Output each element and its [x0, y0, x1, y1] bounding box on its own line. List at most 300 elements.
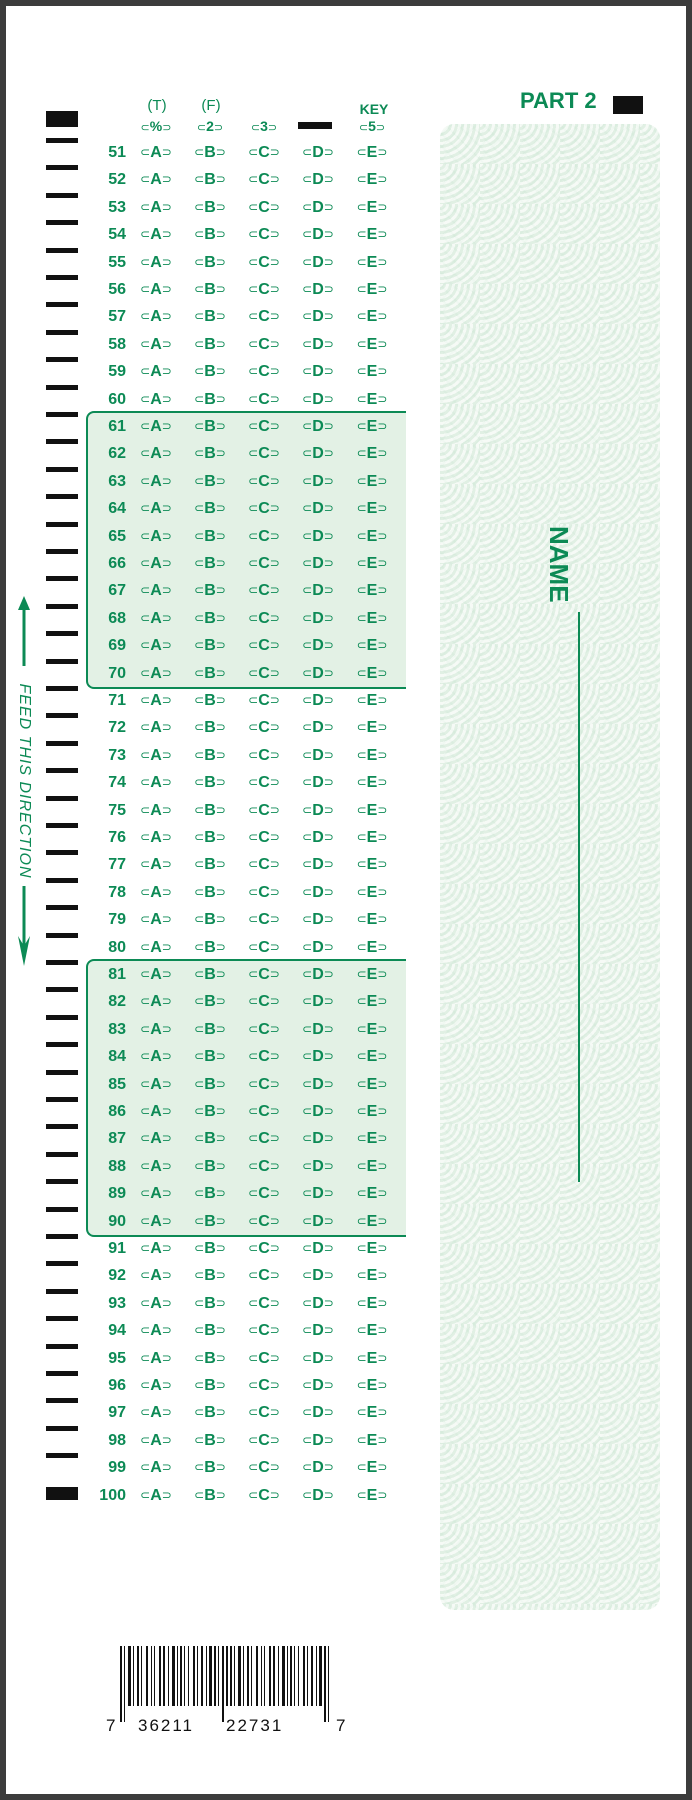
header-bubble-3[interactable]: ⊂3⊃ [250, 118, 278, 134]
answer-bubble-e[interactable]: ⊂E⊃ [356, 1020, 388, 1038]
answer-bubble-d[interactable]: ⊂D⊃ [302, 719, 334, 737]
bubble-letter: D [312, 829, 324, 846]
answer-bubble-e[interactable]: ⊂E⊃ [356, 500, 388, 518]
answer-bubble-a[interactable]: ⊂A⊃ [140, 1459, 172, 1477]
answer-bubble-c[interactable]: ⊂C⊃ [248, 911, 280, 929]
answer-bubble-b[interactable]: ⊂B⊃ [194, 1075, 226, 1093]
bubble-letter: E [366, 1240, 378, 1257]
answer-bubble-b[interactable]: ⊂B⊃ [194, 1267, 226, 1285]
answer-bubble-c[interactable]: ⊂C⊃ [248, 1267, 280, 1285]
answer-bubble-e[interactable]: ⊂E⊃ [356, 938, 388, 956]
answer-bubble-d[interactable]: ⊂D⊃ [302, 390, 334, 408]
answer-bubble-c[interactable]: ⊂C⊃ [248, 856, 280, 874]
answer-bubble-e[interactable]: ⊂E⊃ [356, 664, 388, 682]
bubble-letter: E [366, 883, 378, 901]
answer-bubble-c[interactable]: ⊂C⊃ [248, 1294, 280, 1312]
bubble-letter: E [366, 1404, 378, 1422]
answer-bubble-d[interactable]: ⊂D⊃ [302, 1103, 334, 1120]
answer-bubble-c[interactable]: ⊂C⊃ [248, 664, 280, 682]
answer-bubble-a[interactable]: ⊂A⊃ [140, 527, 172, 545]
answer-row [6, 988, 406, 1015]
answer-bubble-b[interactable]: ⊂B⊃ [194, 746, 226, 764]
answer-bubble-c[interactable]: ⊂C⊃ [248, 966, 280, 983]
answer-bubble-b[interactable]: ⊂B⊃ [194, 253, 226, 271]
answer-bubble-a[interactable]: ⊂A⊃ [140, 390, 172, 408]
answer-bubble-d[interactable]: ⊂D⊃ [302, 1048, 334, 1066]
answer-bubble-c[interactable]: ⊂C⊃ [248, 1322, 280, 1340]
answer-bubble-b[interactable]: ⊂B⊃ [194, 719, 226, 737]
answer-bubble-a[interactable]: ⊂A⊃ [140, 555, 172, 572]
bubble-letter: E [366, 1377, 378, 1394]
bubble-letter: E [366, 281, 378, 298]
bubble-letter: E [366, 1130, 378, 1148]
answer-bubble-c[interactable]: ⊂C⊃ [248, 1130, 280, 1148]
answer-bubble-d[interactable]: ⊂D⊃ [302, 774, 334, 792]
answer-bubble-c[interactable]: ⊂C⊃ [248, 335, 280, 353]
answer-bubble-e[interactable]: ⊂E⊃ [356, 1377, 388, 1394]
answer-bubble-a[interactable]: ⊂A⊃ [140, 363, 172, 381]
answer-bubble-c[interactable]: ⊂C⊃ [248, 144, 280, 161]
answer-bubble-c[interactable]: ⊂C⊃ [248, 801, 280, 819]
answer-bubble-c[interactable]: ⊂C⊃ [248, 609, 280, 627]
answer-bubble-a[interactable]: ⊂A⊃ [140, 719, 172, 737]
answer-bubble-a[interactable]: ⊂A⊃ [140, 938, 172, 956]
answer-bubble-e[interactable]: ⊂E⊃ [356, 883, 388, 901]
answer-bubble-d[interactable]: ⊂D⊃ [302, 1212, 334, 1230]
answer-sheet [6, 6, 686, 1794]
answer-bubble-e[interactable]: ⊂E⊃ [356, 1130, 388, 1148]
answer-bubble-d[interactable]: ⊂D⊃ [302, 1185, 334, 1203]
bubble-letter: B [204, 664, 216, 682]
answer-bubble-c[interactable]: ⊂C⊃ [248, 1075, 280, 1093]
bubble-letter: C [258, 1130, 270, 1148]
answer-bubble-b[interactable]: ⊂B⊃ [194, 1103, 226, 1120]
header-bubble-text: % [149, 118, 163, 134]
answer-bubble-b[interactable]: ⊂B⊃ [194, 144, 226, 161]
answer-bubble-a[interactable]: ⊂A⊃ [140, 1322, 172, 1340]
answer-bubble-c[interactable]: ⊂C⊃ [248, 1459, 280, 1477]
answer-bubble-a[interactable]: ⊂A⊃ [140, 856, 172, 874]
answer-bubble-a[interactable]: ⊂A⊃ [140, 1240, 172, 1257]
answer-bubble-b[interactable]: ⊂B⊃ [194, 1130, 226, 1148]
answer-bubble-c[interactable]: ⊂C⊃ [248, 472, 280, 490]
bubble-letter: B [204, 1322, 216, 1340]
bubble-letter: A [150, 1377, 162, 1394]
answer-bubble-c[interactable]: ⊂C⊃ [248, 226, 280, 244]
answer-bubble-e[interactable]: ⊂E⊃ [356, 1048, 388, 1066]
answer-bubble-c[interactable]: ⊂C⊃ [248, 1431, 280, 1449]
answer-bubble-a[interactable]: ⊂A⊃ [140, 1294, 172, 1312]
answer-bubble-d[interactable]: ⊂D⊃ [302, 1486, 334, 1504]
answer-bubble-a[interactable]: ⊂A⊃ [140, 883, 172, 901]
question-number: 64 [108, 500, 126, 518]
answer-bubble-c[interactable]: ⊂C⊃ [248, 1020, 280, 1038]
answer-bubble-c[interactable]: ⊂C⊃ [248, 1185, 280, 1203]
answer-bubble-e[interactable]: ⊂E⊃ [356, 1157, 388, 1175]
bubble-letter: B [204, 911, 216, 929]
answer-bubble-d[interactable]: ⊂D⊃ [302, 335, 334, 353]
answer-bubble-a[interactable]: ⊂A⊃ [140, 144, 172, 161]
answer-bubble-e[interactable]: ⊂E⊃ [356, 1431, 388, 1449]
answer-bubble-c[interactable]: ⊂C⊃ [248, 637, 280, 655]
answer-bubble-d[interactable]: ⊂D⊃ [302, 1020, 334, 1038]
answer-bubble-e[interactable]: ⊂E⊃ [356, 198, 388, 216]
answer-bubble-e[interactable]: ⊂E⊃ [356, 1240, 388, 1257]
answer-bubble-b[interactable]: ⊂B⊃ [194, 609, 226, 627]
answer-bubble-d[interactable]: ⊂D⊃ [302, 1431, 334, 1449]
bubble-letter: E [366, 664, 378, 682]
answer-bubble-d[interactable]: ⊂D⊃ [302, 966, 334, 983]
answer-bubble-c[interactable]: ⊂C⊃ [248, 883, 280, 901]
answer-bubble-b[interactable]: ⊂B⊃ [194, 1212, 226, 1230]
answer-bubble-d[interactable]: ⊂D⊃ [302, 281, 334, 298]
answer-bubble-e[interactable]: ⊂E⊃ [356, 390, 388, 408]
answer-bubble-c[interactable]: ⊂C⊃ [248, 527, 280, 545]
answer-bubble-a[interactable]: ⊂A⊃ [140, 801, 172, 819]
answer-bubble-d[interactable]: ⊂D⊃ [302, 1322, 334, 1340]
answer-bubble-b[interactable]: ⊂B⊃ [194, 774, 226, 792]
answer-bubble-d[interactable]: ⊂D⊃ [302, 829, 334, 846]
answer-bubble-a[interactable]: ⊂A⊃ [140, 637, 172, 655]
answer-bubble-b[interactable]: ⊂B⊃ [194, 664, 226, 682]
answer-bubble-e[interactable]: ⊂E⊃ [356, 253, 388, 271]
answer-bubble-c[interactable]: ⊂C⊃ [248, 308, 280, 326]
answer-bubble-a[interactable]: ⊂A⊃ [140, 253, 172, 271]
answer-bubble-a[interactable]: ⊂A⊃ [140, 609, 172, 627]
header-bubble-1[interactable]: ⊂%⊃ [140, 118, 172, 134]
answer-bubble-d[interactable]: ⊂D⊃ [302, 1267, 334, 1285]
answer-bubble-c[interactable]: ⊂C⊃ [248, 993, 280, 1011]
answer-bubble-a[interactable]: ⊂A⊃ [140, 582, 172, 600]
question-number: 82 [108, 993, 126, 1011]
answer-bubble-b[interactable]: ⊂B⊃ [194, 801, 226, 819]
answer-bubble-b[interactable]: ⊂B⊃ [194, 500, 226, 518]
answer-bubble-d[interactable]: ⊂D⊃ [302, 253, 334, 271]
answer-bubble-d[interactable]: ⊂D⊃ [302, 1075, 334, 1093]
barcode-bar [290, 1646, 292, 1706]
answer-bubble-d[interactable]: ⊂D⊃ [302, 664, 334, 682]
bubble-letter: A [150, 883, 162, 901]
answer-bubble-a[interactable]: ⊂A⊃ [140, 692, 172, 709]
answer-bubble-d[interactable]: ⊂D⊃ [302, 144, 334, 161]
answer-bubble-e[interactable]: ⊂E⊃ [356, 1322, 388, 1340]
answer-bubble-d[interactable]: ⊂D⊃ [302, 171, 334, 189]
answer-bubble-d[interactable]: ⊂D⊃ [302, 1377, 334, 1394]
answer-bubble-c[interactable]: ⊂C⊃ [248, 582, 280, 600]
answer-bubble-d[interactable]: ⊂D⊃ [302, 198, 334, 216]
answer-bubble-b[interactable]: ⊂B⊃ [194, 198, 226, 216]
header-bubble-5[interactable]: ⊂5⊃ [358, 118, 386, 134]
answer-bubble-b[interactable]: ⊂B⊃ [194, 883, 226, 901]
answer-bubble-c[interactable]: ⊂C⊃ [248, 746, 280, 764]
feed-direction-text: FEED THIS DIRECTION [16, 683, 33, 879]
name-write-line[interactable] [578, 612, 580, 1182]
question-number: 92 [108, 1267, 126, 1285]
answer-bubble-e[interactable]: ⊂E⊃ [356, 1404, 388, 1422]
answer-bubble-e[interactable]: ⊂E⊃ [356, 1103, 388, 1120]
answer-bubble-b[interactable]: ⊂B⊃ [194, 938, 226, 956]
answer-bubble-e[interactable]: ⊂E⊃ [356, 281, 388, 298]
answer-bubble-b[interactable]: ⊂B⊃ [194, 445, 226, 463]
answer-bubble-a[interactable]: ⊂A⊃ [140, 1212, 172, 1230]
answer-bubble-e[interactable]: ⊂E⊃ [356, 746, 388, 764]
answer-bubble-b[interactable]: ⊂B⊃ [194, 1431, 226, 1449]
answer-bubble-d[interactable]: ⊂D⊃ [302, 445, 334, 463]
answer-bubble-a[interactable]: ⊂A⊃ [140, 171, 172, 189]
answer-bubble-b[interactable]: ⊂B⊃ [194, 472, 226, 490]
answer-bubble-b[interactable]: ⊂B⊃ [194, 1240, 226, 1257]
answer-bubble-b[interactable]: ⊂B⊃ [194, 1020, 226, 1038]
answer-bubble-a[interactable]: ⊂A⊃ [140, 993, 172, 1011]
answer-bubble-b[interactable]: ⊂B⊃ [194, 308, 226, 326]
answer-bubble-e[interactable]: ⊂E⊃ [356, 363, 388, 381]
answer-bubble-c[interactable]: ⊂C⊃ [248, 171, 280, 189]
answer-bubble-b[interactable]: ⊂B⊃ [194, 829, 226, 846]
bubble-letter: A [150, 692, 162, 709]
answer-bubble-d[interactable]: ⊂D⊃ [302, 692, 334, 709]
answer-bubble-b[interactable]: ⊂B⊃ [194, 911, 226, 929]
answer-bubble-d[interactable]: ⊂D⊃ [302, 609, 334, 627]
answer-bubble-b[interactable]: ⊂B⊃ [194, 226, 226, 244]
answer-bubble-a[interactable]: ⊂A⊃ [140, 1404, 172, 1422]
bubble-letter: D [312, 527, 324, 545]
answer-bubble-c[interactable]: ⊂C⊃ [248, 418, 280, 435]
answer-bubble-d[interactable]: ⊂D⊃ [302, 1294, 334, 1312]
answer-bubble-e[interactable]: ⊂E⊃ [356, 856, 388, 874]
bubble-letter: E [366, 1431, 378, 1449]
answer-bubble-e[interactable]: ⊂E⊃ [356, 719, 388, 737]
answer-bubble-d[interactable]: ⊂D⊃ [302, 363, 334, 381]
answer-bubble-d[interactable]: ⊂D⊃ [302, 1349, 334, 1367]
answer-bubble-e[interactable]: ⊂E⊃ [356, 582, 388, 600]
answer-bubble-c[interactable]: ⊂C⊃ [248, 1404, 280, 1422]
answer-bubble-c[interactable]: ⊂C⊃ [248, 1157, 280, 1175]
answer-bubble-a[interactable]: ⊂A⊃ [140, 335, 172, 353]
answer-bubble-c[interactable]: ⊂C⊃ [248, 1103, 280, 1120]
header-bubble-2[interactable]: ⊂2⊃ [196, 118, 224, 134]
answer-bubble-d[interactable]: ⊂D⊃ [302, 555, 334, 572]
answer-bubble-a[interactable]: ⊂A⊃ [140, 1377, 172, 1394]
answer-bubble-a[interactable]: ⊂A⊃ [140, 1157, 172, 1175]
answer-bubble-e[interactable]: ⊂E⊃ [356, 1294, 388, 1312]
bubble-letter: A [150, 911, 162, 929]
answer-bubble-d[interactable]: ⊂D⊃ [302, 418, 334, 435]
answer-bubble-c[interactable]: ⊂C⊃ [248, 281, 280, 298]
answer-bubble-c[interactable]: ⊂C⊃ [248, 1048, 280, 1066]
answer-bubble-a[interactable]: ⊂A⊃ [140, 1048, 172, 1066]
answer-bubble-b[interactable]: ⊂B⊃ [194, 555, 226, 572]
answer-bubble-e[interactable]: ⊂E⊃ [356, 144, 388, 161]
answer-bubble-d[interactable]: ⊂D⊃ [302, 856, 334, 874]
bubble-letter: D [312, 500, 324, 518]
answer-bubble-e[interactable]: ⊂E⊃ [356, 1212, 388, 1230]
answer-bubble-c[interactable]: ⊂C⊃ [248, 445, 280, 463]
answer-bubble-e[interactable]: ⊂E⊃ [356, 1459, 388, 1477]
answer-bubble-a[interactable]: ⊂A⊃ [140, 966, 172, 983]
answer-bubble-e[interactable]: ⊂E⊃ [356, 774, 388, 792]
answer-bubble-b[interactable]: ⊂B⊃ [194, 637, 226, 655]
answer-bubble-d[interactable]: ⊂D⊃ [302, 1157, 334, 1175]
answer-bubble-a[interactable]: ⊂A⊃ [140, 911, 172, 929]
answer-bubble-c[interactable]: ⊂C⊃ [248, 1377, 280, 1394]
barcode-bar [226, 1646, 228, 1706]
answer-bubble-b[interactable]: ⊂B⊃ [194, 281, 226, 298]
answer-bubble-d[interactable]: ⊂D⊃ [302, 1404, 334, 1422]
bubble-letter: D [312, 418, 324, 435]
bubble-letter: B [204, 555, 216, 572]
answer-bubble-d[interactable]: ⊂D⊃ [302, 883, 334, 901]
answer-bubble-e[interactable]: ⊂E⊃ [356, 1349, 388, 1367]
answer-bubble-c[interactable]: ⊂C⊃ [248, 253, 280, 271]
answer-bubble-a[interactable]: ⊂A⊃ [140, 281, 172, 298]
answer-bubble-c[interactable]: ⊂C⊃ [248, 719, 280, 737]
answer-bubble-a[interactable]: ⊂A⊃ [140, 1431, 172, 1449]
barcode-bar [282, 1646, 285, 1706]
answer-bubble-d[interactable]: ⊂D⊃ [302, 527, 334, 545]
question-number: 77 [108, 856, 126, 874]
answer-bubble-b[interactable]: ⊂B⊃ [194, 1048, 226, 1066]
answer-bubble-b[interactable]: ⊂B⊃ [194, 692, 226, 709]
answer-bubble-e[interactable]: ⊂E⊃ [356, 335, 388, 353]
answer-bubble-c[interactable]: ⊂C⊃ [248, 774, 280, 792]
answer-bubble-a[interactable]: ⊂A⊃ [140, 1103, 172, 1120]
answer-bubble-b[interactable]: ⊂B⊃ [194, 966, 226, 983]
answer-bubble-b[interactable]: ⊂B⊃ [194, 1322, 226, 1340]
answer-bubble-e[interactable]: ⊂E⊃ [356, 226, 388, 244]
answer-bubble-e[interactable]: ⊂E⊃ [356, 1486, 388, 1504]
barcode-bars [120, 1646, 330, 1706]
answer-bubble-e[interactable]: ⊂E⊃ [356, 445, 388, 463]
answer-bubble-a[interactable]: ⊂A⊃ [140, 472, 172, 490]
bubble-letter: B [204, 390, 216, 408]
answer-bubble-e[interactable]: ⊂E⊃ [356, 1267, 388, 1285]
answer-bubble-c[interactable]: ⊂C⊃ [248, 1349, 280, 1367]
answer-bubble-d[interactable]: ⊂D⊃ [302, 308, 334, 326]
answer-bubble-e[interactable]: ⊂E⊃ [356, 472, 388, 490]
answer-bubble-c[interactable]: ⊂C⊃ [248, 500, 280, 518]
bubble-letter: C [258, 1459, 270, 1477]
answer-bubble-b[interactable]: ⊂B⊃ [194, 171, 226, 189]
answer-bubble-d[interactable]: ⊂D⊃ [302, 472, 334, 490]
answer-bubble-e[interactable]: ⊂E⊃ [356, 829, 388, 846]
answer-bubble-a[interactable]: ⊂A⊃ [140, 746, 172, 764]
answer-bubble-d[interactable]: ⊂D⊃ [302, 938, 334, 956]
answer-bubble-a[interactable]: ⊂A⊃ [140, 1185, 172, 1203]
answer-bubble-e[interactable]: ⊂E⊃ [356, 801, 388, 819]
answer-bubble-b[interactable]: ⊂B⊃ [194, 1185, 226, 1203]
bubble-letter: B [204, 335, 216, 353]
answer-bubble-b[interactable]: ⊂B⊃ [194, 418, 226, 435]
answer-row [6, 1345, 406, 1372]
answer-bubble-a[interactable]: ⊂A⊃ [140, 829, 172, 846]
answer-bubble-a[interactable]: ⊂A⊃ [140, 500, 172, 518]
bubble-letter: E [366, 472, 378, 490]
answer-bubble-e[interactable]: ⊂E⊃ [356, 993, 388, 1011]
answer-bubble-a[interactable]: ⊂A⊃ [140, 445, 172, 463]
answer-bubble-e[interactable]: ⊂E⊃ [356, 911, 388, 929]
answer-bubble-d[interactable]: ⊂D⊃ [302, 1459, 334, 1477]
answer-row [6, 605, 406, 632]
answer-bubble-e[interactable]: ⊂E⊃ [356, 527, 388, 545]
answer-bubble-d[interactable]: ⊂D⊃ [302, 637, 334, 655]
answer-bubble-b[interactable]: ⊂B⊃ [194, 363, 226, 381]
answer-bubble-b[interactable]: ⊂B⊃ [194, 335, 226, 353]
answer-bubble-b[interactable]: ⊂B⊃ [194, 1157, 226, 1175]
answer-bubble-d[interactable]: ⊂D⊃ [302, 1130, 334, 1148]
answer-bubble-a[interactable]: ⊂A⊃ [140, 198, 172, 216]
answer-bubble-b[interactable]: ⊂B⊃ [194, 856, 226, 874]
answer-bubble-e[interactable]: ⊂E⊃ [356, 171, 388, 189]
answer-bubble-a[interactable]: ⊂A⊃ [140, 1267, 172, 1285]
answer-bubble-d[interactable]: ⊂D⊃ [302, 500, 334, 518]
answer-bubble-e[interactable]: ⊂E⊃ [356, 1185, 388, 1203]
answer-bubble-a[interactable]: ⊂A⊃ [140, 1349, 172, 1367]
answer-bubble-c[interactable]: ⊂C⊃ [248, 555, 280, 572]
answer-bubble-d[interactable]: ⊂D⊃ [302, 801, 334, 819]
answer-bubble-d[interactable]: ⊂D⊃ [302, 746, 334, 764]
answer-bubble-b[interactable]: ⊂B⊃ [194, 1377, 226, 1394]
answer-bubble-b[interactable]: ⊂B⊃ [194, 1294, 226, 1312]
answer-bubble-b[interactable]: ⊂B⊃ [194, 1349, 226, 1367]
answer-bubble-e[interactable]: ⊂E⊃ [356, 1075, 388, 1093]
answer-bubble-d[interactable]: ⊂D⊃ [302, 582, 334, 600]
bubble-letter: B [204, 829, 216, 846]
answer-bubble-e[interactable]: ⊂E⊃ [356, 418, 388, 435]
answer-bubble-d[interactable]: ⊂D⊃ [302, 226, 334, 244]
bubble-letter: A [150, 198, 162, 216]
answer-bubble-e[interactable]: ⊂E⊃ [356, 966, 388, 983]
answer-bubble-b[interactable]: ⊂B⊃ [194, 582, 226, 600]
answer-bubble-a[interactable]: ⊂A⊃ [140, 1020, 172, 1038]
answer-bubble-b[interactable]: ⊂B⊃ [194, 527, 226, 545]
answer-bubble-a[interactable]: ⊂A⊃ [140, 226, 172, 244]
answer-bubble-c[interactable]: ⊂C⊃ [248, 1212, 280, 1230]
answer-bubble-a[interactable]: ⊂A⊃ [140, 774, 172, 792]
answer-bubble-c[interactable]: ⊂C⊃ [248, 198, 280, 216]
answer-bubble-e[interactable]: ⊂E⊃ [356, 555, 388, 572]
answer-bubble-c[interactable]: ⊂C⊃ [248, 938, 280, 956]
answer-bubble-a[interactable]: ⊂A⊃ [140, 664, 172, 682]
answer-bubble-a[interactable]: ⊂A⊃ [140, 1486, 172, 1504]
answer-bubble-e[interactable]: ⊂E⊃ [356, 308, 388, 326]
answer-bubble-c[interactable]: ⊂C⊃ [248, 692, 280, 709]
answer-bubble-c[interactable]: ⊂C⊃ [248, 1486, 280, 1504]
answer-bubble-b[interactable]: ⊂B⊃ [194, 1404, 226, 1422]
answer-bubble-a[interactable]: ⊂A⊃ [140, 1075, 172, 1093]
answer-bubble-b[interactable]: ⊂B⊃ [194, 993, 226, 1011]
header-blackout-mark [298, 122, 332, 129]
answer-bubble-d[interactable]: ⊂D⊃ [302, 993, 334, 1011]
answer-bubble-b[interactable]: ⊂B⊃ [194, 1486, 226, 1504]
question-number: 96 [108, 1377, 126, 1394]
answer-bubble-e[interactable]: ⊂E⊃ [356, 637, 388, 655]
answer-row [6, 1317, 406, 1344]
answer-bubble-b[interactable]: ⊂B⊃ [194, 1459, 226, 1477]
answer-bubble-c[interactable]: ⊂C⊃ [248, 829, 280, 846]
answer-bubble-c[interactable]: ⊂C⊃ [248, 1240, 280, 1257]
bubble-letter: E [366, 938, 378, 956]
answer-bubble-d[interactable]: ⊂D⊃ [302, 1240, 334, 1257]
answer-bubble-d[interactable]: ⊂D⊃ [302, 911, 334, 929]
answer-bubble-a[interactable]: ⊂A⊃ [140, 1130, 172, 1148]
answer-bubble-c[interactable]: ⊂C⊃ [248, 390, 280, 408]
answer-bubble-b[interactable]: ⊂B⊃ [194, 390, 226, 408]
answer-bubble-c[interactable]: ⊂C⊃ [248, 363, 280, 381]
answer-bubble-a[interactable]: ⊂A⊃ [140, 418, 172, 435]
answer-bubble-a[interactable]: ⊂A⊃ [140, 308, 172, 326]
answer-bubble-e[interactable]: ⊂E⊃ [356, 692, 388, 709]
answer-bubble-e[interactable]: ⊂E⊃ [356, 609, 388, 627]
